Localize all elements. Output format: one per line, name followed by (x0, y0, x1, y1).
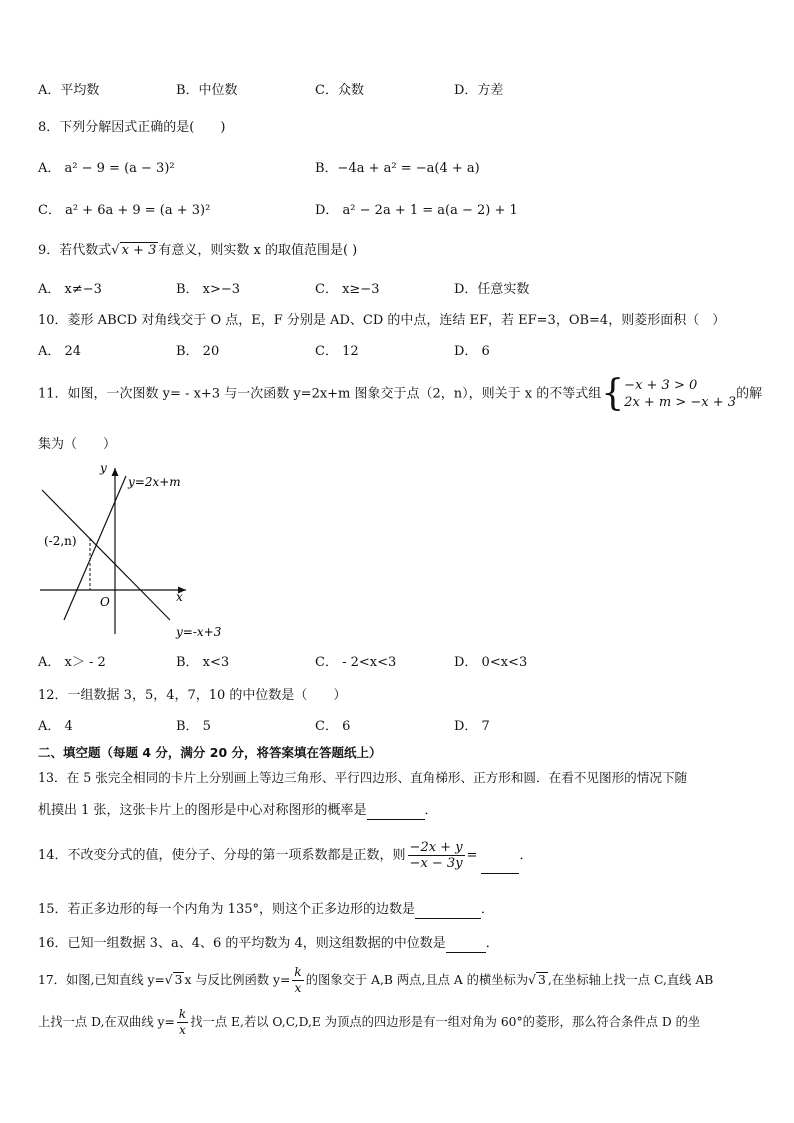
q17-c: x 与反比例函数 y= (184, 973, 291, 987)
q14-denominator: −x − 3y (409, 856, 463, 871)
q11-brace: { (601, 373, 625, 414)
q11-option-b: B． x<3 (176, 655, 230, 670)
q17-f: ,在坐标轴上找一点 C,直线 AB (547, 973, 714, 987)
q8-stem: 8．下列分解因式正确的是( ) (38, 120, 226, 135)
q17-sqrt-2: √ 3 (528, 973, 546, 987)
q12-option-c: C． 6 (315, 719, 351, 734)
q11-inequality-2: 2x + m > −x + 3 (624, 395, 737, 410)
q8-option-b: B．−4a + a² = −a(4 + a) (315, 161, 480, 176)
q8-option-d: D． a² − 2a + 1 = a(a − 2) + 1 (315, 203, 518, 218)
y-axis-arrow-icon (112, 468, 119, 476)
q14-equals: = (466, 848, 478, 863)
line1-label: y=2x+m (128, 475, 181, 489)
q11-inequality-1: −x + 3 > 0 (624, 378, 698, 393)
q17-fraction-1 (292, 965, 303, 996)
q7-option-d: D．方差 (454, 83, 504, 98)
q11-option-a: A． x＞ - 2 (38, 655, 106, 670)
q17-d: 的图象交于 A,B 两点,且点 A 的横坐标为 (305, 973, 529, 987)
q10-option-a: A． 24 (38, 344, 82, 359)
intersection-label: (-2,n) (44, 534, 77, 548)
q16-answer-blank (446, 940, 486, 953)
q9-option-d: D．任意实数 (454, 282, 530, 297)
q14-fraction (408, 840, 465, 871)
q15-text: 15．若正多边形的每一个内角为 135°，则这个正多边形的边数是 (38, 902, 415, 917)
q9-option-c: C． x≥−3 (315, 282, 380, 297)
q10-option-b: B． 20 (176, 344, 220, 359)
q14-numerator: −2x + y (409, 840, 463, 855)
q11-inequality-system (624, 377, 736, 411)
q17-radicand-1: 3 (174, 973, 183, 987)
q17-x-1: x (294, 981, 302, 995)
q17-k-2: k (178, 1007, 187, 1021)
q11-stem-text: 11．如图，一次图数 y= - x+3 与一次函数 y=2x+m 图象交于点（2，n），则关于 x 的不等式组 (38, 386, 602, 402)
q16-stem (38, 935, 499, 953)
line2-label: y=-x+3 (176, 625, 222, 639)
q11-stem-post: 的解 (736, 386, 763, 402)
q13-end: ． (424, 803, 438, 818)
q8-option-a: A． a² − 9 = (a − 3)² (38, 161, 175, 176)
q17-sqrt-1: √ 3 (164, 973, 183, 987)
q14-answer-blank (481, 861, 519, 874)
line-2x-plus-m (64, 476, 126, 620)
q9-radicand: x + 3 (121, 243, 157, 258)
q13-line1: 13．在 5 张完全相同的卡片上分别画上等边三角形、平行四边形、直角梯形、正方形和圆．在看不见图形的情况下随 (38, 770, 688, 785)
q9-option-a: A． x≠−3 (38, 282, 102, 297)
x-axis-label: x (176, 590, 183, 604)
origin-label: O (100, 595, 110, 609)
q12-option-a: A． 4 (38, 719, 73, 734)
q10-stem: 10．菱形 ABCD 对角线交于 O 点，E，F 分别是 AD、CD 的中点，连结 EF，若 EF=3，OB=4，则菱形面积（ ） (38, 313, 726, 328)
q10-option-d: D． 6 (454, 344, 490, 359)
q15-stem (38, 901, 494, 919)
q15-answer-blank (415, 906, 481, 919)
q15-end: ． (481, 902, 495, 917)
q13-line2-text: 机摸出 1 张，这张卡片上的图形是中心对称图形的概率是 (38, 803, 367, 818)
q17-x-2: x (179, 1023, 186, 1037)
q7-option-b: B．中位数 (176, 83, 238, 98)
q9-stem (38, 242, 357, 260)
q11-stem (38, 373, 763, 414)
q11-stem-line2: 集为（ ） (38, 437, 117, 452)
q16-end: ． (485, 936, 499, 951)
q17-line1 (38, 962, 713, 998)
q9-stem-post: 有意义，则实数 x 的取值范围是( ) (158, 243, 358, 258)
q7-option-c: C．众数 (315, 83, 364, 98)
y-axis-label: y (100, 461, 107, 475)
q14-stem (38, 838, 532, 874)
q17-g: 上找一点 D,在双曲线 y= (38, 1015, 175, 1029)
q13-line2 (38, 802, 438, 820)
q11-option-d: D． 0<x<3 (454, 655, 528, 670)
q13-answer-blank (367, 807, 425, 820)
q11-option-c: C． - 2<x<3 (315, 655, 397, 670)
q11-figure (30, 458, 230, 644)
q9-stem-pre: 9．若代数式 (38, 243, 112, 258)
q17-k-1: k (294, 965, 302, 979)
q9-sqrt: √ x + 3 (111, 243, 157, 258)
q10-option-c: C． 12 (315, 344, 359, 359)
q17-fraction-2 (177, 1007, 188, 1038)
q9-option-b: B． x>−3 (176, 282, 241, 297)
q17-radicand-2: 3 (537, 973, 546, 987)
q12-stem: 12．一组数据 3，5，4，7，10 的中位数是（ ） (38, 688, 347, 703)
q14-text: 14．不改变分式的值，使分子、分母的第一项系数都是正数，则 (38, 848, 406, 863)
q12-option-b: B． 5 (176, 719, 211, 734)
q7-option-a: A．平均数 (38, 83, 100, 98)
q14-end: ． (519, 848, 533, 863)
section-2-heading: 二、填空题（每题 4 分，满分 20 分，将答案填在答题纸上） (38, 745, 382, 760)
q17-line2 (38, 1004, 700, 1040)
q8-option-c: C． a² + 6a + 9 = (a + 3)² (38, 203, 211, 218)
q16-text: 16．已知一组数据 3、a、4、6 的平均数为 4，则这组数据的中位数是 (38, 936, 446, 951)
q12-option-d: D． 7 (454, 719, 490, 734)
q17-a: 17．如图,已知直线 y= (38, 973, 165, 987)
q17-h: 找一点 E,若以 O,C,D,E 为顶点的四边形是有一组对角为 60°的菱形，那么符合条件点 D 的坐 (190, 1015, 701, 1029)
